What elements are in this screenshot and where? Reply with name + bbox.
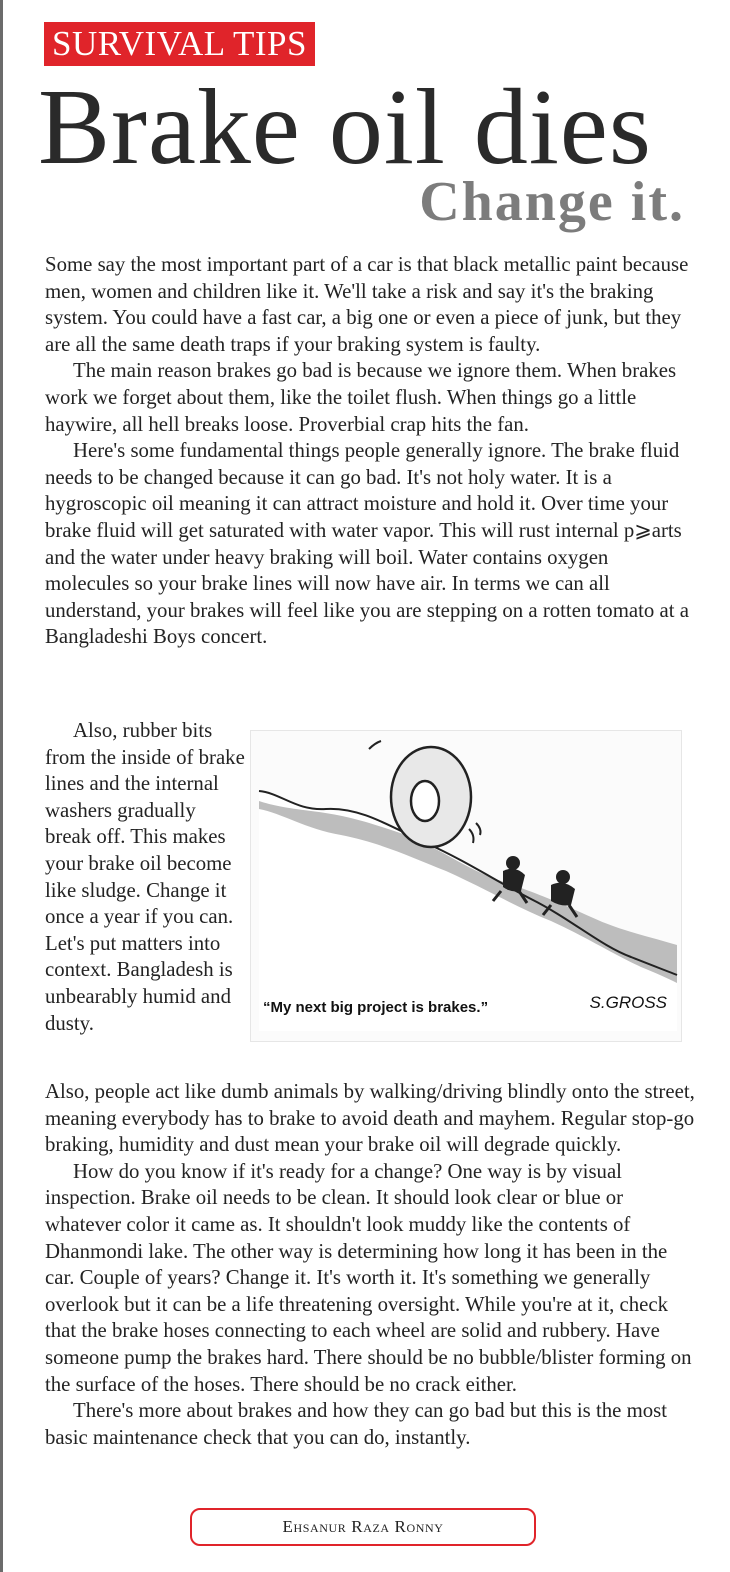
article-body-bottom — [45, 1079, 695, 1451]
paragraph: How do you know if it's ready for a change? One way is by visual inspection. Brake oil needs to be clean. It should look clear or blue or whatever color it came as. It shouldn't look muddy like the contents of Dhanmondi lake. The other way is determining how long it has been in the car. Couple of years? Change it. It's worth it. It's something we generally overlook but it can be a life threatening oversight. While you're at it, check that the brake hoses connecting to each wheel are solid and rubbery. Have someone pump the brakes hard. There should be no bubble/blister forming on the surface of the hoses. There should be no crack either. — [45, 1159, 692, 1396]
section-tag: SURVIVAL TIPS — [44, 22, 315, 66]
paragraph: Some say the most important part of a car is that black metallic paint because men, women and children like it. We'll take a risk and say it's the braking system. You could have a fast car, a big one or even a piece of junk, but they are all the same death traps if your braking system is faulty. — [45, 253, 689, 356]
article-body-column — [45, 718, 245, 1037]
cartoonist-signature: S.GROSS — [589, 993, 667, 1012]
paragraph: Here's some fundamental things people generally ignore. The brake fluid needs to be changed because it can go bad. It's not holy water. It is a hygroscopic oil meaning it can attract moisture and hold it. Over time your brake fluid will get saturated with water vapor. This will rust internal p⩾arts and the water under heavy braking will boil. Water contains oxygen molecules so your brake lines will now have air. In terms we can all understand, your brakes will feel like you are stepping on a rotten tomato at a Bangladeshi Boys concert. — [45, 439, 689, 649]
author-byline: Ehsanur Raza Ronny — [190, 1508, 536, 1546]
paragraph: Also, rubber bits from the inside of brake lines and the internal washers gradually break off. This makes your brake oil become like sludge. Change it once a year if you can. Let's put matters into context. Bangladesh is unbearably humid and dusty. — [45, 719, 245, 1035]
headline: Brake oil dies — [38, 68, 652, 187]
subhead: Change it. — [419, 171, 685, 233]
paragraph: The main reason brakes go bad is because we ignore them. When brakes work we forget about them, like the toilet flush. When things go a little haywire, all hell breaks loose. Proverbial crap hits the fan. — [45, 359, 677, 436]
article-body-top — [45, 252, 695, 651]
cartoon-caption: “My next big project is brakes.” — [263, 999, 489, 1016]
paragraph: There's more about brakes and how they can go bad but this is the most basic maintenance check that you can do, instantly. — [45, 1399, 668, 1449]
paragraph: Also, people act like dumb animals by walking/driving blindly onto the street, meaning everybody has to brake to avoid death and mayhem. Regular stop-go braking, humidity and dust mean your brake oil will degrade quickly. — [45, 1080, 695, 1157]
page-left-rule — [0, 0, 3, 1572]
cartoon-illustration — [250, 730, 682, 1042]
